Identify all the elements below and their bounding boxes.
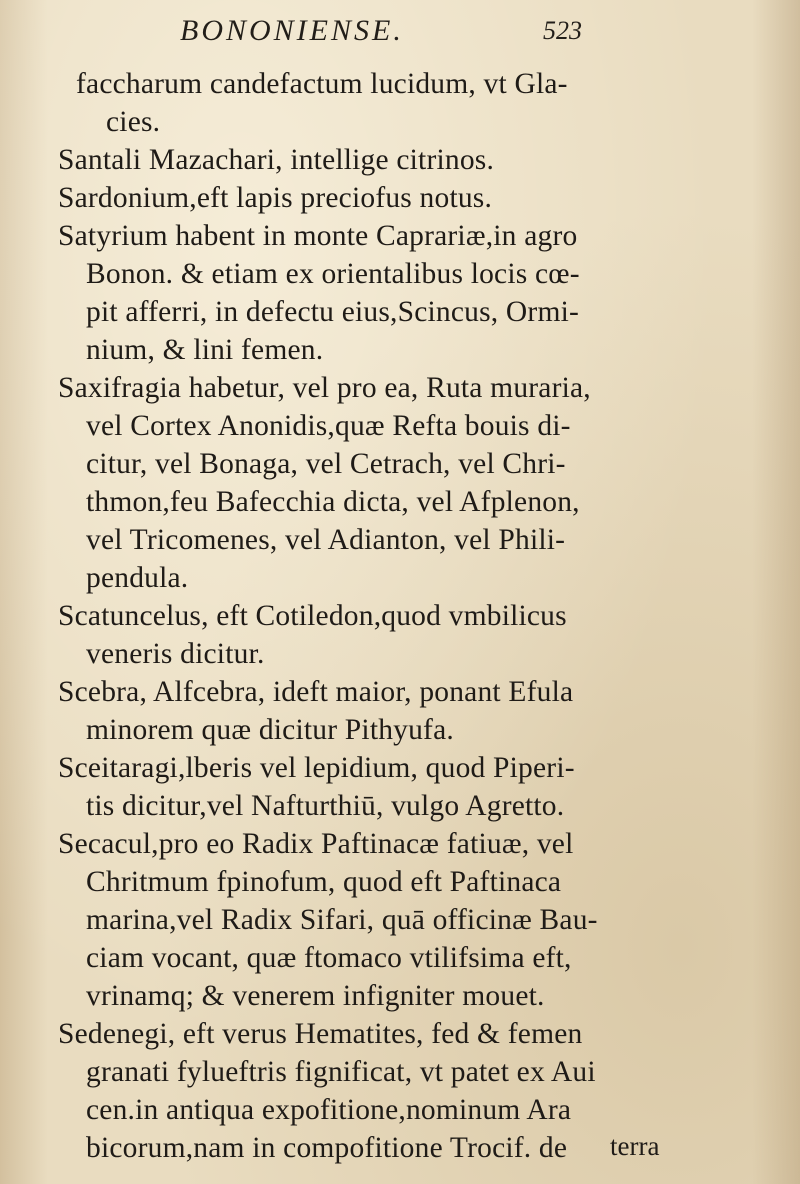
page-number: 523 bbox=[543, 16, 582, 45]
text-line: veneris dicitur. bbox=[86, 638, 265, 670]
text-line: Sardonium,eft lapis preciofus notus. bbox=[58, 182, 493, 214]
text-line: Sedenegi, eft verus Hematites, fed & femen bbox=[58, 1018, 583, 1050]
running-head: BONONIENSE. bbox=[180, 14, 404, 47]
text-line: Secacul,pro eo Radix Paftinacæ fatiuæ, vel bbox=[58, 828, 574, 860]
text-line: Santali Mazachari, intellige citrinos. bbox=[58, 144, 495, 176]
text-line: Chritmum fpinofum, quod eft Paftinaca bbox=[86, 866, 562, 898]
text-line: granati fylueftris fignificat, vt patet ex Aui bbox=[86, 1056, 596, 1088]
text-line: cies. bbox=[106, 106, 161, 138]
text-line: thmon,feu Bafecchia dicta, vel Afplenon, bbox=[86, 486, 580, 518]
text-line: citur, vel Bonaga, vel Cetrach, vel Chri- bbox=[86, 448, 566, 480]
text-line: marina,vel Radix Sifari, quā officinæ Bau- bbox=[86, 904, 598, 936]
text-line: Scatuncelus, eft Cotiledon,quod vmbilicus bbox=[58, 600, 567, 632]
text-line: vrinamq; & venerem infigniter mouet. bbox=[86, 980, 545, 1012]
catchword: terra bbox=[610, 1131, 660, 1161]
text-line: ciam vocant, quæ ftomaco vtilifsima eft, bbox=[86, 942, 572, 974]
text-line: tis dicitur,vel Nafturthiū, vulgo Agretto. bbox=[86, 790, 565, 822]
text-line: Saxifragia habetur, vel pro ea, Ruta muraria, bbox=[58, 372, 591, 404]
text-line: faccharum candefactum lucidum, vt Gla- bbox=[76, 68, 568, 100]
text-line: vel Tricomenes, vel Adianton, vel Phili- bbox=[86, 524, 566, 556]
text-line: Sceitaragi,lberis vel lepidium, quod Piperi- bbox=[58, 752, 575, 784]
text-line: nium, & lini femen. bbox=[86, 334, 324, 366]
text-line: vel Cortex Anonidis,quæ Refta bouis di- bbox=[86, 410, 571, 442]
text-line: bicorum,nam in compofitione Trocif. de bbox=[86, 1132, 568, 1164]
text-line: Bonon. & etiam ex orientalibus locis cœ- bbox=[86, 258, 580, 290]
text-line: Satyrium habent in monte Caprariæ,in agro bbox=[58, 220, 578, 252]
text-line: pendula. bbox=[86, 562, 189, 594]
text-line: minorem quæ dicitur Pithyufa. bbox=[86, 714, 454, 746]
text-line: pit afferri, in defectu eius,Scincus, Ormi- bbox=[86, 296, 580, 328]
text-line: cen.in antiqua expofitione,nominum Ara bbox=[86, 1094, 572, 1126]
text-line: Scebra, Alfcebra, ideft maior, ponant Efula bbox=[58, 676, 574, 708]
